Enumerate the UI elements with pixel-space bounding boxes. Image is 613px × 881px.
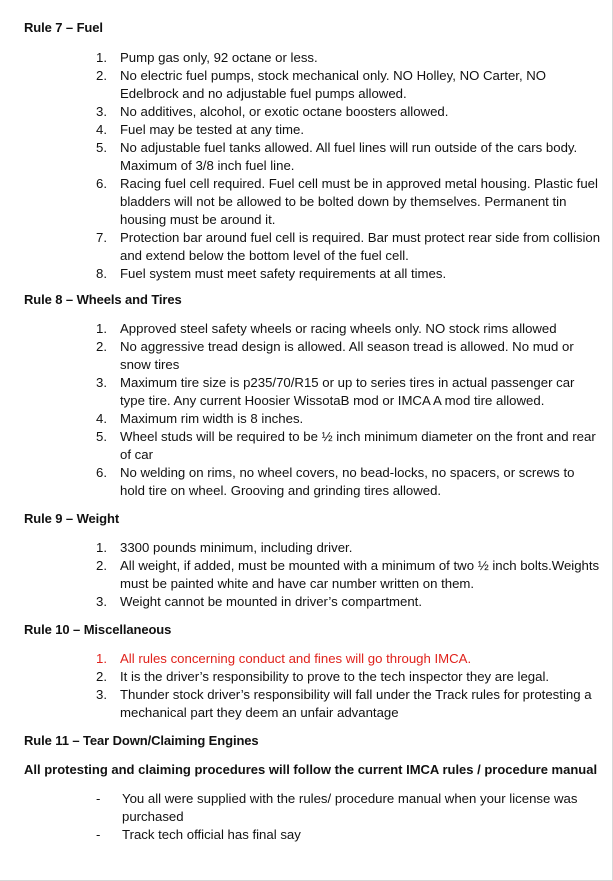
- rule-8-heading: Rule 8 – Wheels and Tires: [24, 292, 182, 307]
- rule-9-heading: Rule 9 – Weight: [24, 511, 120, 526]
- protest-procedure-line: All protesting and claiming procedures will follow the current IMCA rules / procedure manual: [24, 762, 598, 777]
- list-item: 8. Fuel system must meet safety requirements at all times.: [96, 266, 447, 281]
- rule-8-list: [96, 320, 602, 500]
- list-item: 3. No additives, alcohol, or exotic octane boosters allowed.: [96, 104, 449, 119]
- list-item: - Track tech official has final say: [96, 827, 301, 842]
- rule-9-list: [96, 539, 602, 611]
- rule-7-heading: Rule 7 – Fuel: [24, 20, 103, 35]
- list-item: 2. No aggressive tread design is allowed. All season tread is allowed. No mud or snow tires: [96, 339, 574, 372]
- rule-7-list: [96, 49, 602, 283]
- list-item: 6. No welding on rims, no wheel covers, no bead-locks, no spacers, or screws to hold tire on wheel. Grooving and grinding tires allowed.: [96, 465, 575, 498]
- rule-10-heading: Rule 10 – Miscellaneous: [24, 622, 172, 637]
- list-item: 3. Weight cannot be mounted in driver’s compartment.: [96, 594, 423, 609]
- rule-10-list: [96, 650, 602, 722]
- list-item: 1. 3300 pounds minimum, including driver.: [96, 540, 353, 555]
- list-item: 5. No adjustable fuel tanks allowed. All fuel lines will run outside of the cars body. Maximum of 3/8 inch fuel line.: [96, 140, 578, 173]
- list-item: 1. Approved steel safety wheels or racing wheels only. NO stock rims allowed: [96, 321, 557, 336]
- list-item: 2. No electric fuel pumps, stock mechanical only. NO Holley, NO Carter, NO Edelbrock and no adjustable fuel pumps allowed.: [96, 68, 547, 101]
- list-item: 5. Wheel studs will be required to be ½ inch minimum diameter on the front and rear of car: [96, 429, 596, 462]
- list-item: 7. Protection bar around fuel cell is required. Bar must protect rear side from collision and extend below the bottom level of the fuel cell.: [96, 230, 601, 263]
- list-item: - You all were supplied with the rules/ procedure manual when your license was purchased: [96, 791, 578, 824]
- list-item: 1. All rules concerning conduct and fines will go through IMCA.: [96, 651, 472, 666]
- rule-11-heading: Rule 11 – Tear Down/Claiming Engines: [24, 733, 259, 748]
- list-item: 2. All weight, if added, must be mounted with a minimum of two ½ inch bolts.Weights must be painted white and have car number written on them.: [96, 558, 600, 591]
- rule-11-list: [96, 790, 606, 844]
- list-item: 4. Maximum rim width is 8 inches.: [96, 411, 304, 426]
- list-item: 2. It is the driver’s responsibility to prove to the tech inspector they are legal.: [96, 669, 550, 684]
- list-item: 3. Thunder stock driver’s responsibility will fall under the Track rules for protesting a mechanical part they deem an unfair advantage: [96, 687, 592, 720]
- list-item: 3. Maximum tire size is p235/70/R15 or up to series tires in actual passenger car type tire. Any current Hoosier WissotaB mod or IMCA A mod tire allowed.: [96, 375, 575, 408]
- list-item: 4. Fuel may be tested at any time.: [96, 122, 304, 137]
- list-item: 1. Pump gas only, 92 octane or less.: [96, 50, 318, 65]
- list-item: 6. Racing fuel cell required. Fuel cell must be in approved metal housing. Plastic fuel bladders will not be allowed to be bolted down by themselves. Permanent tin housing must be around it.: [96, 176, 598, 227]
